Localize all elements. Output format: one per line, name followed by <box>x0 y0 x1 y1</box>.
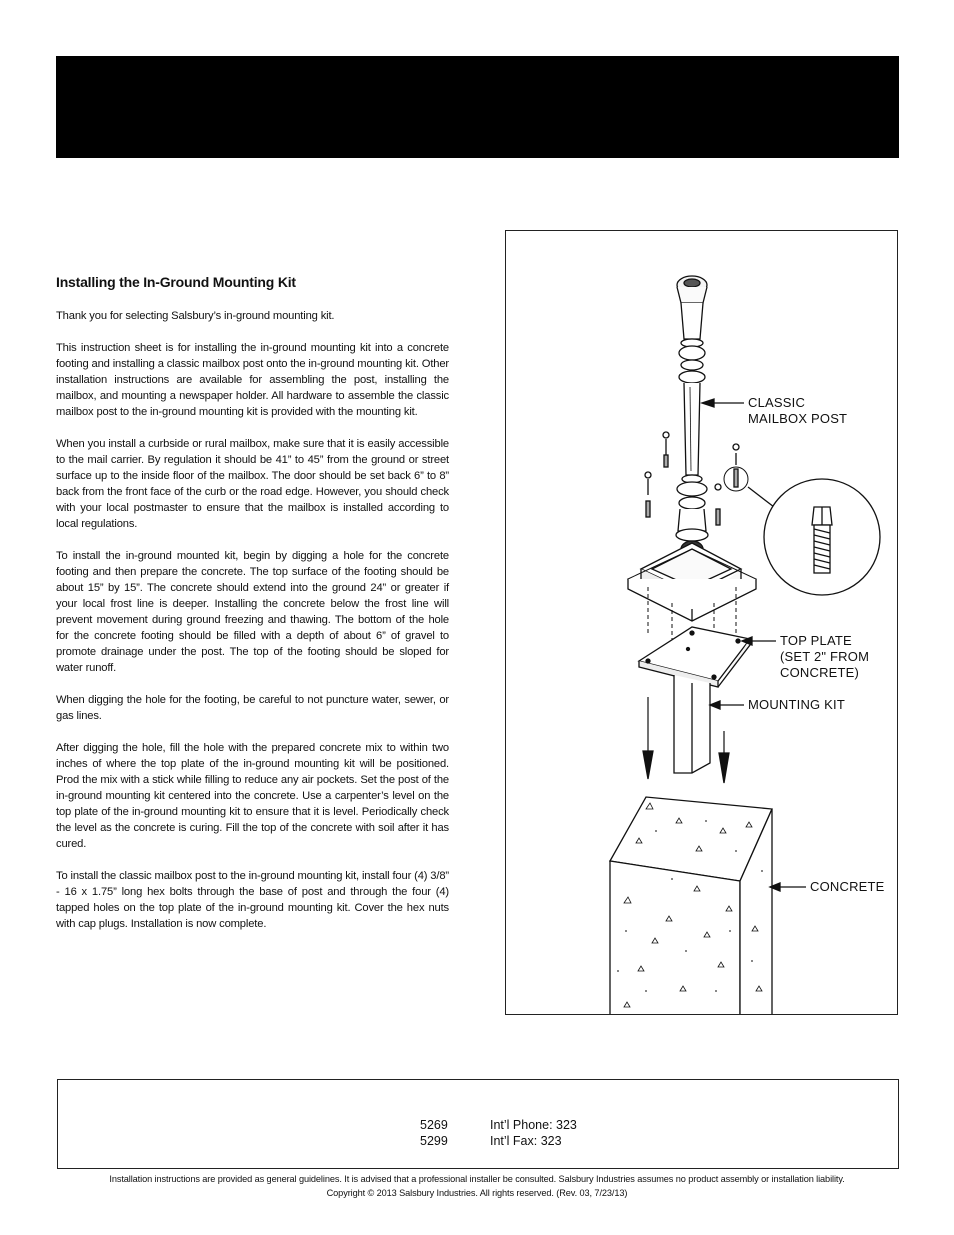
header-bar <box>56 56 899 158</box>
instructions-body <box>56 308 449 948</box>
paragraph-intro: Thank you for selecting Salsbury’s in-ground mounting kit. <box>56 310 335 322</box>
diagram-drawing <box>506 231 898 1015</box>
contact-box <box>57 1079 899 1169</box>
post-long-shaft <box>684 383 700 475</box>
paragraph-warning: When digging the hole for the footing, be careful to not puncture water, sewer, or gas lines. <box>56 694 449 722</box>
paragraph-regulations: When you install a curbside or rural mailbox, make sure that it is easily accessible to the mail carrier. By regulation it should be 41” to 45” from the ground or street surface up to the inside floor of the mailbox. The door should be set back 6” to 8” back from the front face of the curb or the road edge. However, you should check with your local postmaster to ensure that the mailbox is installed according to local regulations. <box>56 438 449 530</box>
paragraph-post-install: To install the classic mailbox post to the in-ground mounting kit, install four (4) 3/8” - 16 x 1.75” long hex bolts through the base of post and through the four (4) tapped holes on the top plate of the in-ground mounting kit. Cover the hex nuts with cap plugs. Installation is now complete. <box>56 870 449 930</box>
label-top-plate-line2: (SET 2" FROM <box>780 649 870 664</box>
paragraph-concrete: After digging the hole, fill the hole with the prepared concrete mix to within two inches of where the top plate of the in-ground mounting kit will be positioned. Prod the mix with a stick while filling to reduce any air pockets. Set the post of the in-ground mounting kit centered into the concrete. Use a carpenter’s level on the top plate of the in-ground mounting kit to ensure that it is level. Periodically check the level as the concrete is curing. Fill the top of the concrete with soil after it has cured. <box>56 742 449 850</box>
paragraph-scope: This instruction sheet is for installing the in-ground mounting kit into a concrete footing and installing a classic mailbox post onto the in-ground mounting kit. Other installation instructions are available for assembling the post, installing the mailbox, and mounting a newspaper holder. All hardware to assemble the classic mailbox post to the in-ground mounting kit is provided with the mounting kit. <box>56 342 449 418</box>
label-classic-post-line1: CLASSIC <box>748 395 806 410</box>
label-mounting-kit: MOUNTING KIT <box>748 697 846 712</box>
disclaimer <box>0 1172 954 1200</box>
label-classic-post <box>748 395 847 427</box>
label-classic-post-line2: MAILBOX POST <box>748 411 848 426</box>
phone-label: Int’l Phone: 323 <box>490 1118 577 1132</box>
label-top-plate-line1: TOP PLATE <box>780 633 852 648</box>
top-plate <box>639 627 750 681</box>
label-top-plate-line3: CONCRETE) <box>780 665 860 680</box>
copyright: Copyright © 2013 Salsbury Industries. All rights reserved. (Rev. 03, 7/23/13) <box>326 1188 628 1198</box>
concrete-block <box>610 797 772 1015</box>
disclaimer-liability: Installation instructions are provided as general guidelines. It is advised that a professional installer be consulted. Salsbury Industries assumes no product assembly or installation liability. <box>109 1174 845 1184</box>
paragraph-footing: To install the in-ground mounted kit, begin by digging a hole for the concrete footing and then prepare the concrete. The top surface of the footing should be about 15” by 15”. The concrete should extend into the ground 24” or greater if your local frost line is deeper. Installing the concrete below the frost line will prevent movement during ground freezing and thawing. The bottom of the hole for the concrete footing should be filled with a depth of about 6” of gravel to promote drainage under the post. The top of the footing should be sloped for water runoff. <box>56 550 449 674</box>
post-upper-shaft <box>681 303 703 339</box>
phone-code: 5269 <box>420 1118 448 1132</box>
fax-label: Int’l Fax: 323 <box>490 1134 562 1148</box>
page-title: Installing the In-Ground Mounting Kit <box>56 274 296 290</box>
label-top-plate <box>780 633 869 681</box>
installation-diagram <box>505 230 898 1015</box>
label-concrete: CONCRETE <box>810 879 885 894</box>
fax-code: 5299 <box>420 1134 448 1148</box>
